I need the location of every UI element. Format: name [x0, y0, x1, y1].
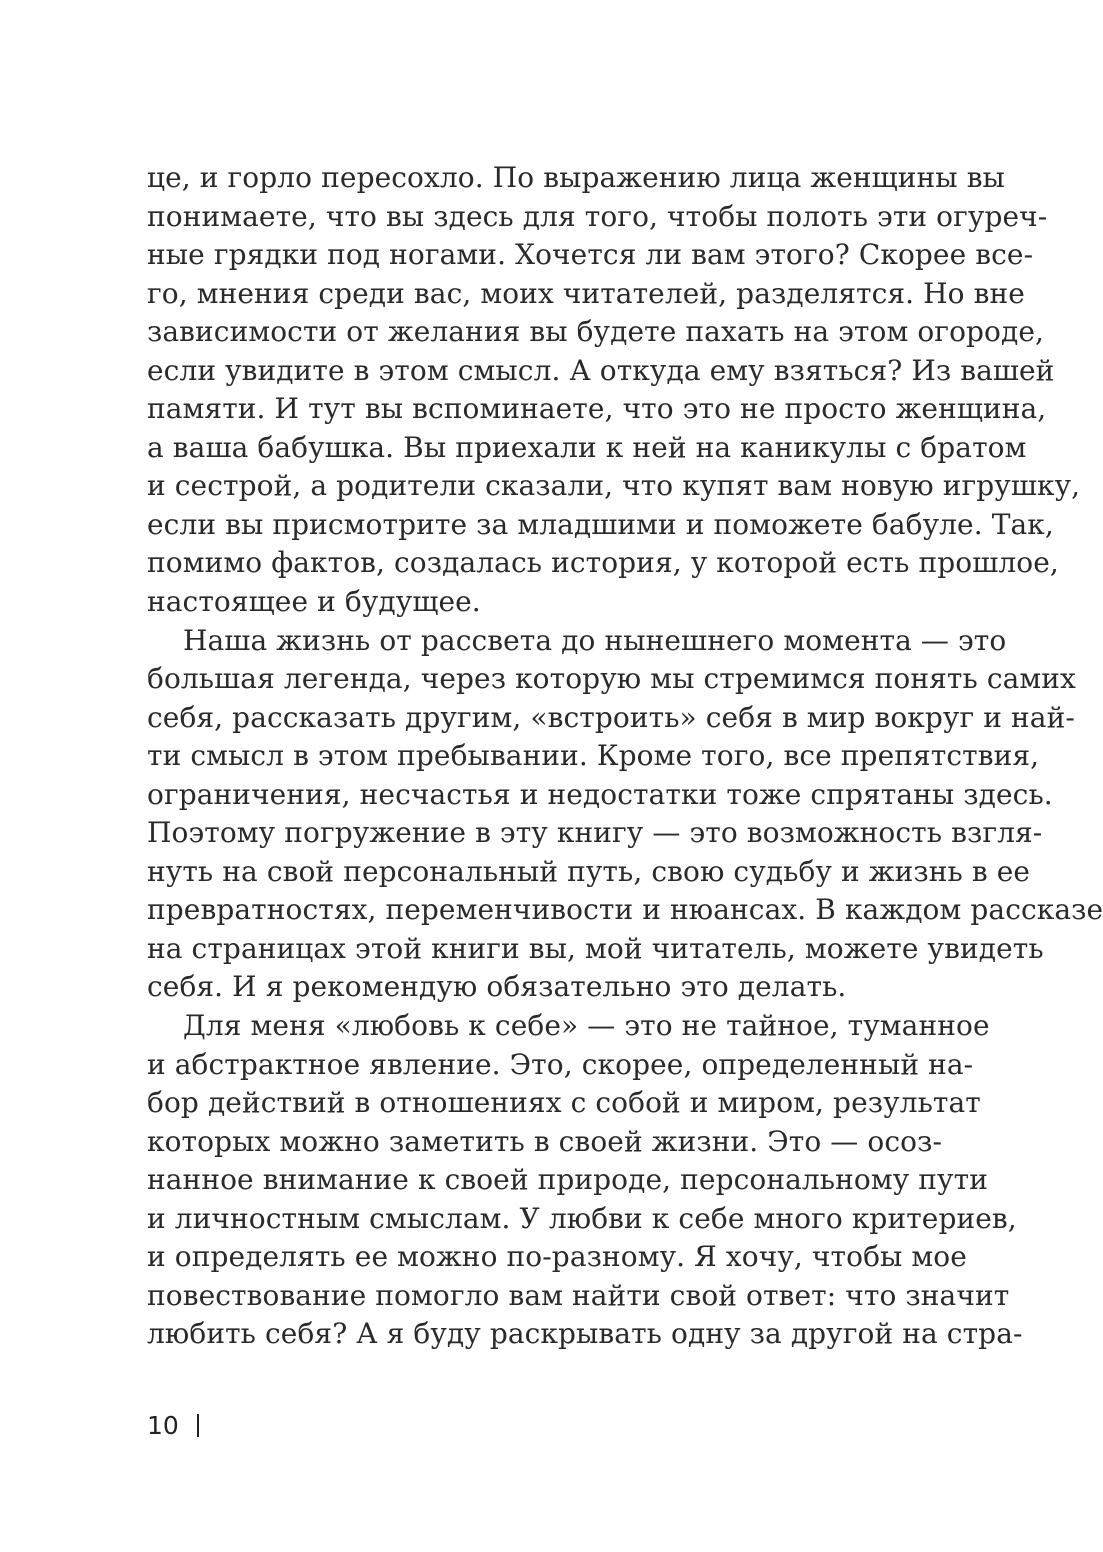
- text-line: памяти. И тут вы вспоминаете, что это не просто женщина,: [147, 392, 1047, 426]
- text-line: повествование помогло вам найти свой ответ: что значит: [147, 1278, 1010, 1312]
- text-line: Поэтому погружение в эту книгу — это возможность взгля-: [147, 816, 1043, 850]
- text-line: нуть на свой персональный путь, свою судьбу и жизнь в ее: [147, 854, 1031, 888]
- text-line: на страницах этой книги вы, мой читатель, можете увидеть: [147, 931, 1044, 965]
- text-line: бор действий в отношениях с собой и миром, результат: [147, 1086, 981, 1120]
- text-line: Наша жизнь от рассвета до нынешнего момента — это: [183, 623, 1007, 657]
- text-line: Для меня «любовь к себе» — это не тайное, туманное: [183, 1009, 990, 1043]
- body-text: [147, 159, 1103, 1354]
- text-line: если увидите в этом смысл. А откуда ему взяться? Из вашей: [147, 353, 1055, 387]
- text-line: ограничения, несчастья и недостатки тоже спрятаны здесь.: [147, 777, 1053, 811]
- folio-divider: [197, 1414, 199, 1437]
- text-line: це, и горло пересохло. По выражению лица женщины вы: [147, 161, 1005, 194]
- text-line: помимо фактов, создалась история, у которой есть прошлое,: [147, 546, 1059, 580]
- text-line: ти смысл в этом пребывании. Кроме того, все препятствия,: [147, 739, 1040, 773]
- text-line: ные грядки под ногами. Хочется ли вам этого? Скорее все-: [147, 238, 1034, 272]
- page-footer: [147, 1407, 199, 1443]
- text-line: которых можно заметить в своей жизни. Это — осоз-: [147, 1124, 943, 1158]
- text-line: понимаете, что вы здесь для того, чтобы полоть эти огуреч-: [147, 199, 1048, 233]
- paragraph: [147, 159, 1081, 622]
- text-line: превратностях, переменчивости и нюансах. В каждом рассказе: [147, 893, 1103, 927]
- text-line: и личностным смыслам. У любви к себе много критериев,: [147, 1201, 1017, 1235]
- text-line: и определять ее можно по-разному. Я хочу, чтобы мое: [147, 1240, 967, 1274]
- text-line: себя. И я рекомендую обязательно это делать.: [147, 970, 847, 1004]
- text-line: любить себя? А я буду раскрывать одну за другой на стра-: [147, 1317, 1023, 1351]
- text-line: нанное внимание к своей природе, персональному пути: [147, 1163, 988, 1197]
- text-line: большая легенда, через которую мы стремимся понять самих: [147, 662, 1076, 696]
- paragraph: [147, 1007, 1023, 1354]
- text-line: а ваша бабушка. Вы приехали к ней на каникулы с братом: [147, 430, 1027, 464]
- text-line: себя, рассказать другим, «встроить» себя в мир вокруг и най-: [147, 700, 1075, 734]
- text-line: го, мнения среди вас, моих читателей, разделятся. Но вне: [147, 276, 1025, 310]
- text-line: зависимости от желания вы будете пахать на этом огороде,: [147, 315, 1045, 349]
- text-line: и абстрактное явление. Это, скорее, определенный на-: [147, 1047, 974, 1081]
- text-line: и сестрой, а родители сказали, что купят вам новую игрушку,: [147, 469, 1081, 503]
- paragraph: [147, 622, 1103, 1007]
- text-line: если вы присмотрите за младшими и поможете бабуле. Так,: [147, 507, 1054, 541]
- text-line: настоящее и будущее.: [147, 585, 481, 619]
- page-number: 10: [147, 1410, 179, 1440]
